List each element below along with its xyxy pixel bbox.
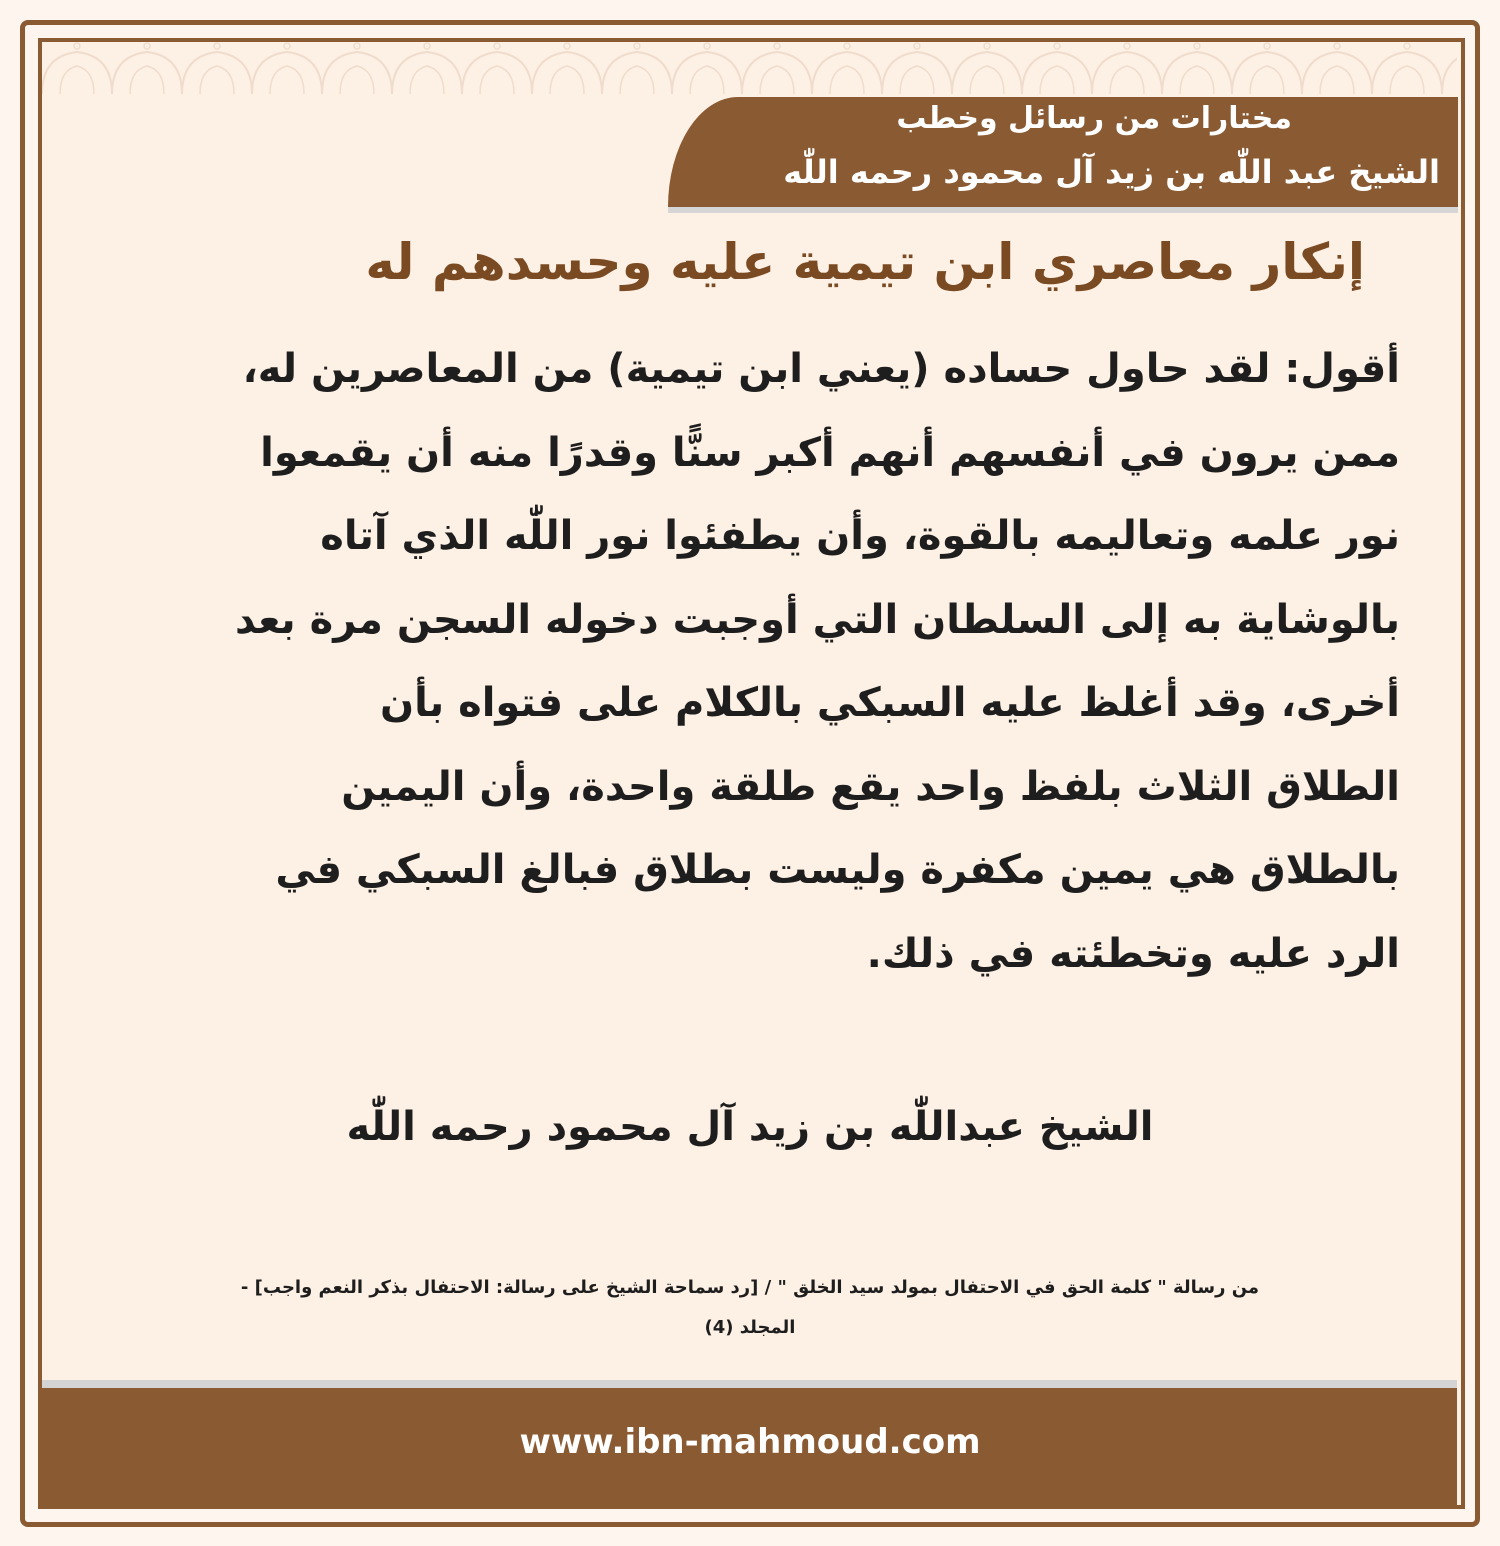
- quote-line: بالوشاية به إلى السلطان التي أوجبت دخوله السجن مرة بعد: [235, 596, 1400, 643]
- quote-line: بالطلاق هي يمين مكفرة وليست بطلاق فبالغ السبكي في: [275, 847, 1400, 893]
- page-title: إنكار معاصري ابن تيمية عليه وحسدهم له: [365, 233, 1365, 291]
- quote-body: [130, 328, 1400, 996]
- quote-line: نور علمه وتعاليمه بالقوة، وأن يطفئوا نور اللّٰه الذي آتاه: [320, 513, 1400, 559]
- quote-line: الطلاق الثلاث بلفظ واحد يقع طلقة واحدة، وأن اليمين: [341, 763, 1400, 810]
- source-citation: [120, 1268, 1380, 1348]
- header-series-title: مختارات من رسائل وخطب: [896, 101, 1292, 136]
- quote-line: أقول: لقد حاول حساده (يعني ابن تيمية) من المعاصرين له،: [242, 346, 1400, 392]
- quote-line: ممن يرون في أنفسهم أنهم أكبر سنًّا وقدرًا منه أن يقمعوا: [260, 429, 1400, 476]
- website-url: www.ibn-mahmoud.com: [519, 1422, 981, 1462]
- source-line: من رسالة " كلمة الحق في الاحتفال بمولد سيد الخلق " / [رد سماحة الشيخ على رسالة: الاحتفال بذكر النعم واجب] -: [240, 1277, 1260, 1298]
- quote-line: الرد عليه وتخطئته في ذلك.: [866, 930, 1400, 977]
- author-signature: الشيخ عبداللّٰه بن زيد آل محمود رحمه اللّٰه: [346, 1104, 1154, 1150]
- header-author-name: الشيخ عبد اللّٰه بن زيد آل محمود رحمه اللّٰه: [783, 153, 1440, 191]
- decorative-pattern: [42, 42, 1457, 94]
- quote-line: أخرى، وقد أغلظ عليه السبكي بالكلام على فتواه بأن: [380, 680, 1400, 726]
- source-volume: المجلد (4): [704, 1317, 796, 1338]
